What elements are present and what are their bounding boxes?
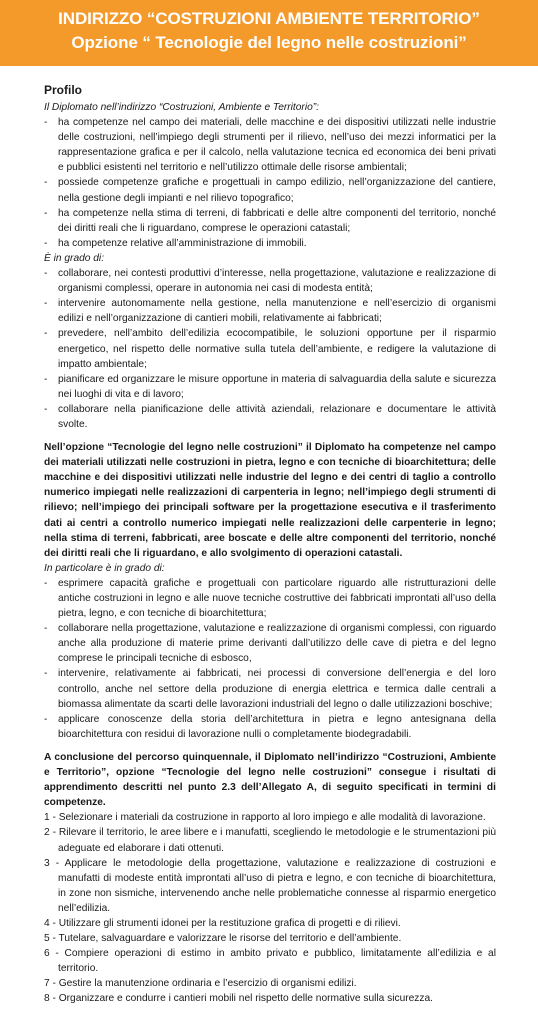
list-item: - intervenire, relativamente ai fabbricati, nei processi di conversione dell’energia e del loro controllo, anche nel settore della produzione di energia elettrica e termica dalle centrali a biomassa alimentate da scarti delle lavorazioni industriali del legno o dalle utilizzazioni boschive; [44, 666, 496, 711]
conclusione-paragraph: A conclusione del percorso quinquennale, il Diplomato nell’indirizzo “Costruzioni, Ambiente e Territorio”, opzione “Tecnologie del legno nelle costruzioni” consegue i risultati di apprendimento descritti nel punto 2.3 dell’Allegato A, di seguito specificati in termini di competenze. [44, 751, 496, 809]
list-item: - collaborare nella progettazione, valutazione e realizzazione di organismi complessi, con riguardo anche alla produzione di materie prime derivanti dall’utilizzo delle cave di pietra e del legno comprese le principali tecniche di esbosco, [44, 621, 496, 666]
list-item: - prevedere, nell’ambito dell’edilizia ecocompatibile, le soluzioni opportune per il risparmio energetico, nel rispetto delle normative sulla tutela dell’ambiente, e redigere la valutazione di impatto ambientale; [44, 326, 496, 371]
header-banner [0, 0, 538, 66]
list-item: - esprimere capacità grafiche e progettuali con particolare riguardo alle ristrutturazioni delle antiche costruzioni in legno e alle nuove tecniche costruttive dei fabbricati improntati all’uso della pietra, legno, e con tecniche di bioarchitettura; [44, 576, 496, 621]
list-item: 8 - Organizzare e condurre i cantieri mobili nel rispetto delle normative sulla sicurezza. [44, 993, 433, 1005]
grado-intro: È in grado di: [44, 252, 105, 264]
list-item: - collaborare, nei contesti produttivi d’interesse, nella progettazione, valutazione e realizzazione di organismi complessi, operare in autonomia nei casi di modesta entità; [44, 266, 496, 296]
list-item: - collaborare nella pianificazione delle attività aziendali, relazionare e documentare le attività svolte. [44, 402, 496, 432]
list-item: 4 - Utilizzare gli strumenti idonei per la restituzione grafica di progetti e di rilievi. [44, 917, 401, 929]
list-item: 5 - Tutelare, salvaguardare e valorizzare le risorse del territorio e dell’ambiente. [44, 933, 402, 945]
list-item: 3 - Applicare le metodologie della progettazione, valutazione e realizzazione di costruzioni e manufatti di modeste entità improntati all’uso di pietra e legno, e con tecniche di bioarchitettura, in zone non sismiche, intervenendo anche nelle problematiche connesse al risparmio energetico nell’edilizia. [44, 857, 496, 914]
list-item: - intervenire autonomamente nella gestione, nella manutenzione e nell’esercizio di organismi edilizi e nell’organizzazione di cantieri mobili, relativamente ai fabbricati; [44, 296, 496, 326]
list-item: - possiede competenze grafiche e progettuali in campo edilizio, nell’organizzazione del cantiere, nella gestione degli impianti e nel rilievo topografico; [44, 175, 496, 205]
list-item: - pianificare ed organizzare le misure opportune in materia di salvaguardia della salute e sicurezza nei luoghi di vita e di lavoro; [44, 372, 496, 402]
risultati-list [44, 810, 496, 1006]
competenze-list [44, 115, 496, 251]
opzione-paragraph: Nell’opzione “Tecnologie del legno nelle costruzioni” il Diplomato ha competenze nel campo dei materiali utilizzati nelle costruzioni in pietra, legno e con tecniche di bioarchitettura; delle macchine e dei dispositivi utilizzati nelle industrie del legno e dei centri di taglio a controllo numerico impiegati nelle realizzazioni di carpenteria in legno; nell’impiego degli strumenti di rilievo; nell’impiego dei principali software per la progettazione esecutiva e il trasferimento dati ai centri a controllo numerico impiegati nelle realizzazioni delle carpenterie in legno; nella stima di terreni, fabbricati, aree boscate e delle altre componenti del territorio, nonché dei diritti reali che li riguardano, e allo svolgimento di operazioni catastali. [44, 442, 496, 559]
list-item: 1 - Selezionare i materiali da costruzione in rapporto al loro impiego e alle modalità di lavorazione. [44, 812, 486, 824]
list-item: - applicare conoscenze della storia dell’architettura in pietra e legno antesignana della bioarchitettura con residui di lavorazione nulli o completamente biodegradabili. [44, 712, 496, 742]
list-item: - ha competenze relative all’amministrazione di immobili. [44, 236, 496, 251]
header-title: INDIRIZZO “COSTRUZIONI AMBIENTE TERRITORIO” [58, 9, 480, 28]
particolare-list [44, 576, 496, 742]
grado-list [44, 266, 496, 432]
particolare-intro: In particolare è in grado di: [44, 562, 165, 574]
list-item: - ha competenze nel campo dei materiali, delle macchine e dei dispositivi utilizzati nelle industrie delle costruzioni, nell’impiego degli strumenti per il rilievo, nell’uso dei mezzi informatici per la rappresentazione grafica e per il calcolo, nella valutazione tecnica ed economica dei beni privati e pubblici esistenti nel territorio e nell’utilizzo ottimale delle risorse ambientali; [44, 115, 496, 175]
list-item: 6 - Compiere operazioni di estimo in ambito privato e pubblico, limitatamente all’edilizia e al territorio. [44, 948, 496, 975]
header-subtitle: Opzione “ Tecnologie del legno nelle costruzioni” [71, 33, 467, 52]
document-body [44, 82, 496, 1007]
list-item: - ha competenze nella stima di terreni, di fabbricati e delle altre componenti del territorio, nonché dei diritti reali che li riguardano, comprese le operazioni catastali; [44, 206, 496, 236]
profilo-intro: Il Diplomato nell’indirizzo “Costruzioni, Ambiente e Territorio”: [44, 102, 319, 113]
list-item: 7 - Gestire la manutenzione ordinaria e l’esercizio di organismi edilizi. [44, 978, 357, 990]
section-title-profilo: Profilo [44, 83, 82, 97]
list-item: 2 - Rilevare il territorio, le aree libere e i manufatti, scegliendo le metodologie e le strumentazioni più adeguate ed elaborare i dati ottenuti. [44, 827, 496, 854]
